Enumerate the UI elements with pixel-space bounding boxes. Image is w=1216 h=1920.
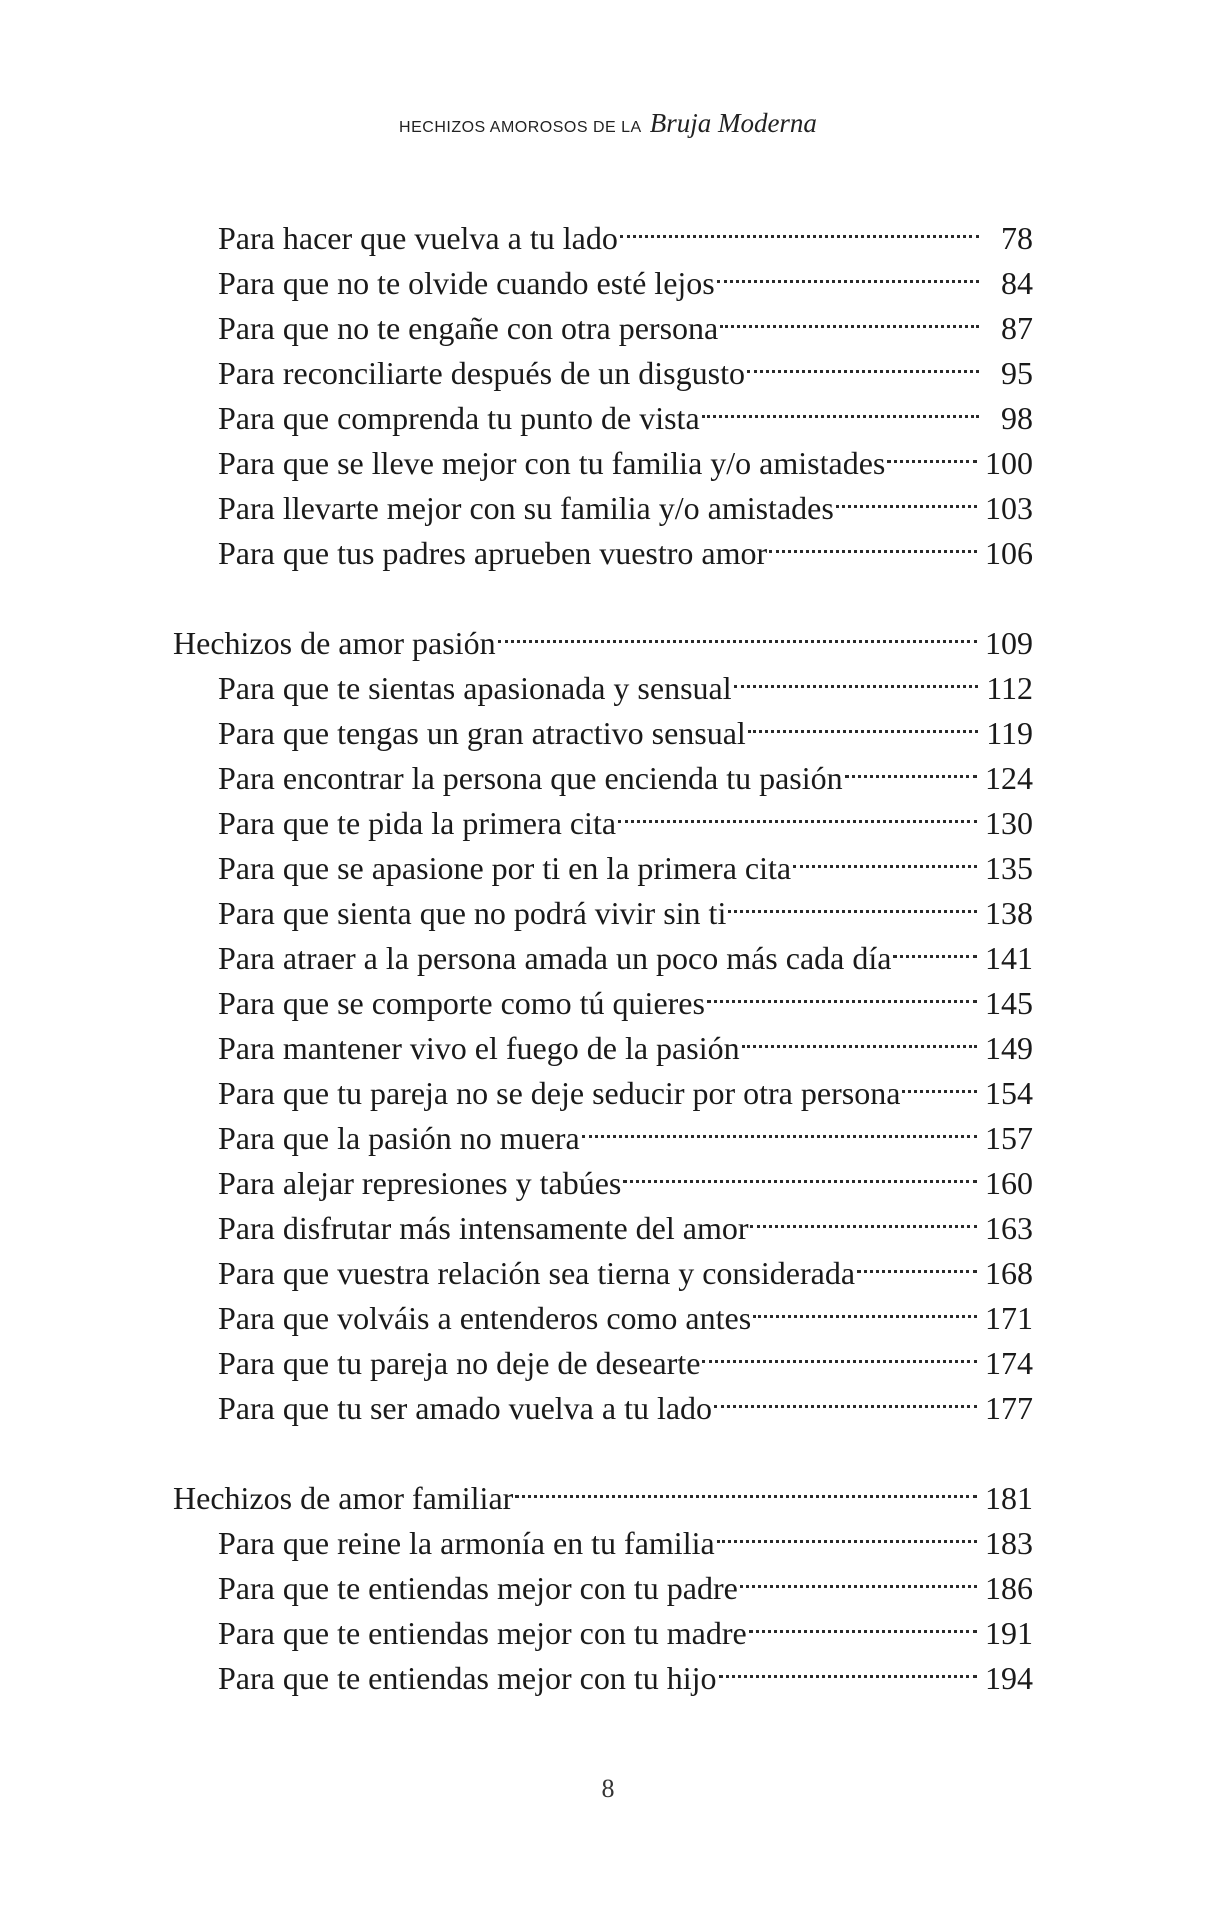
toc-entry-row [218,1374,1033,1426]
toc-entry-row [218,519,1033,571]
toc-entry-row [218,654,1033,706]
toc-entry-page: 168 [985,1255,1033,1291]
toc-entry-row [218,1554,1033,1606]
toc-section-row [173,1464,1033,1516]
toc-entry-page: 124 [985,760,1033,796]
dot-leader [726,879,981,924]
running-head-caps: HECHIZOS AMOROSOS DE LA [399,119,642,136]
toc-entry-title: Para atraer a la persona amada un poco más cada día [218,940,892,976]
toc-entry-row [218,1599,1033,1651]
toc-entry-page: 154 [985,1075,1033,1111]
toc-entry-page: 106 [985,535,1033,571]
dot-leader [616,789,981,834]
toc-entry-page: 174 [985,1345,1033,1381]
toc-entry-title: Para que no te olvide cuando esté lejos [218,265,715,301]
running-head [0,108,1216,139]
toc-entry-title: Para que se comporte como tú quieres [218,985,705,1021]
dot-leader [580,1104,981,1149]
toc-entry-title: Para que sienta que no podrá vivir sin ti [218,895,727,931]
dot-leader [834,474,981,519]
toc-entry-title: Para encontrar la persona que encienda tu pasión [218,760,843,796]
toc-entry-row [218,429,1033,481]
dot-leader [747,1599,981,1644]
toc-entry-title: Para que reine la armonía en tu familia [218,1525,715,1561]
dot-leader [745,339,983,384]
toc-entry-row [218,249,1033,301]
toc-entry-row [218,1194,1033,1246]
toc-entry-page: 160 [985,1165,1033,1201]
toc-entry-title: Para que te sientas apasionada y sensual [218,670,732,706]
toc-entry-row [218,744,1033,796]
toc-entry-page: 163 [985,1210,1033,1246]
toc-entry-page: 130 [985,805,1033,841]
toc-entry-title: Para que te entiendas mejor con tu hijo [218,1660,717,1696]
dot-leader [712,1374,981,1419]
dot-leader [885,429,981,474]
toc-entry-page: 98 [1001,400,1033,436]
toc-entry-page: 100 [985,445,1033,481]
toc-entry-page: 177 [985,1390,1033,1426]
dot-leader [618,204,983,249]
dot-leader [700,1329,981,1374]
toc-entry-title: Para que se apasione por ti en la primera cita [218,850,792,886]
toc-entry-page: 191 [985,1615,1033,1651]
toc-entry-page: 171 [985,1300,1033,1336]
toc-entry-title: Hechizos de amor familiar [173,1480,514,1516]
dot-leader [843,744,981,789]
toc-entry-row [218,294,1033,346]
toc-entry-row [218,339,1033,391]
dot-leader [767,519,981,564]
dot-leader [891,924,981,969]
toc-entry-page: 149 [985,1030,1033,1066]
toc-entry-row [218,1509,1033,1561]
toc-entry-page: 186 [985,1570,1033,1606]
dot-leader [900,1059,981,1104]
toc-entry-page: 181 [985,1480,1033,1516]
toc-entry-page: 135 [985,850,1033,886]
toc-entry-page: 95 [1001,355,1033,391]
toc-entry-title: Para que se lleve mejor con tu familia y/o amistades [218,445,886,481]
toc-entry-row [218,969,1033,1021]
dot-leader [705,969,981,1014]
toc-entry-row [218,204,1033,256]
dot-leader [715,1509,981,1554]
toc-entry-row [218,384,1033,436]
toc-entry-row [218,1104,1033,1156]
toc-entry-title: Para que te entiendas mejor con tu madre [218,1615,747,1651]
toc-entry-title: Para que tu pareja no se deje seducir por otra persona [218,1075,901,1111]
toc-entry-row [218,1014,1033,1066]
toc-entry-page: 194 [985,1660,1033,1696]
table-of-contents [0,204,1216,1734]
dot-leader [732,654,983,699]
toc-entry-row [218,1644,1033,1696]
toc-section-row [173,609,1033,661]
toc-entry-title: Para mantener vivo el fuego de la pasión [218,1030,740,1066]
toc-entry-title: Para que tu pareja no deje de desearte [218,1345,701,1381]
toc-entry-page: 141 [985,940,1033,976]
toc-entry-title: Para que volváis a entenderos como antes [218,1300,752,1336]
toc-entry-title: Hechizos de amor pasión [173,625,496,661]
toc-entry-title: Para reconciliarte después de un disgusto [218,355,745,391]
dot-leader [513,1464,981,1509]
toc-entry-page: 78 [1001,220,1033,256]
dot-leader [751,1284,981,1329]
toc-entry-page: 145 [985,985,1033,1021]
dot-leader [715,249,983,294]
toc-entry-title: Para que tengas un gran atractivo sensual [218,715,746,751]
toc-entry-row [218,879,1033,931]
toc-entry-row [218,1239,1033,1291]
toc-group [0,609,1216,1426]
toc-entry-row [218,1059,1033,1111]
toc-entry-title: Para llevarte mejor con su familia y/o amistades [218,490,834,526]
toc-entry-title: Para que te entiendas mejor con tu padre [218,1570,738,1606]
toc-entry-page: 119 [986,715,1033,751]
dot-leader [496,609,981,654]
toc-entry-title: Para que tus padres aprueben vuestro amor [218,535,768,571]
toc-entry-title: Para que la pasión no muera [218,1120,580,1156]
dot-leader [855,1239,981,1284]
toc-entry-page: 138 [985,895,1033,931]
dot-leader [717,1644,981,1689]
toc-entry-title: Para que te pida la primera cita [218,805,617,841]
dot-leader [718,294,983,339]
toc-entry-row [218,699,1033,751]
toc-entry-page: 87 [1001,310,1033,346]
running-head-script: Bruja Moderna [649,108,817,138]
toc-entry-page: 112 [986,670,1033,706]
toc-entry-page: 157 [985,1120,1033,1156]
dot-leader [791,834,981,879]
toc-group [0,204,1216,571]
toc-entry-title: Para hacer que vuelva a tu lado [218,220,618,256]
toc-entry-title: Para que comprenda tu punto de vista [218,400,700,436]
dot-leader [621,1149,981,1194]
toc-entry-page: 84 [1001,265,1033,301]
toc-entry-row [218,1284,1033,1336]
dot-leader [738,1554,981,1599]
toc-entry-row [218,1149,1033,1201]
page-number: 8 [601,1774,615,1803]
toc-entry-title: Para disfrutar más intensamente del amor [218,1210,749,1246]
dot-leader [700,384,983,429]
toc-group [0,1464,1216,1696]
toc-entry-row [218,834,1033,886]
toc-entry-row [218,474,1033,526]
toc-entry-row [218,1329,1033,1381]
toc-entry-title: Para que no te engañe con otra persona [218,310,719,346]
toc-entry-page: 103 [985,490,1033,526]
toc-entry-title: Para que vuestra relación sea tierna y considerada [218,1255,856,1291]
dot-leader [740,1014,981,1059]
toc-entry-title: Para alejar represiones y tabúes [218,1165,622,1201]
toc-entry-row [218,924,1033,976]
toc-entry-page: 109 [985,625,1033,661]
dot-leader [746,699,982,744]
dot-leader [748,1194,981,1239]
toc-entry-row [218,789,1033,841]
toc-entry-page: 183 [985,1525,1033,1561]
toc-entry-title: Para que tu ser amado vuelva a tu lado [218,1390,713,1426]
